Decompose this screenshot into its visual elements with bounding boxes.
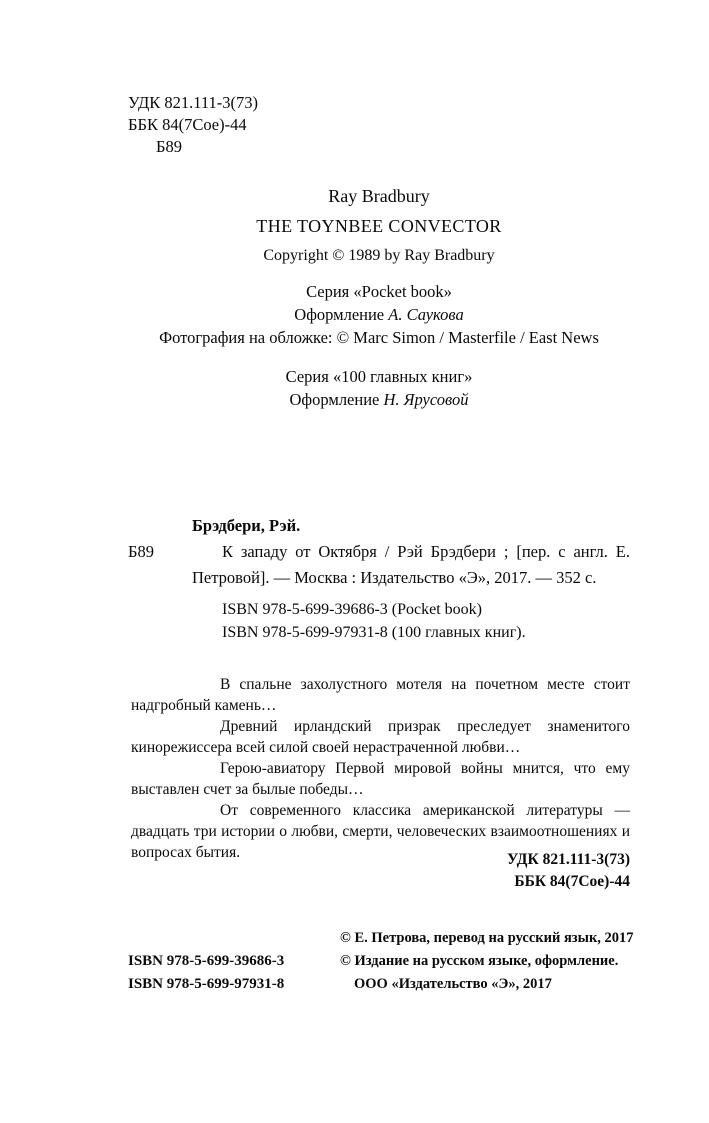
bbk-code-top: ББК 84(7Сое)-44 [128,115,247,134]
isbn-100-books: ISBN 978-5-699-97931-8 (100 главных книг). [222,624,526,641]
author-sign-code-top: Б89 [156,137,182,156]
bbk-code-right: ББК 84(7Сое)-44 [514,873,630,890]
classification-codes-right [128,849,630,893]
copyright-edition: © Издание на русском языке, оформление. [340,953,619,969]
catalog-description: К западу от Октября / Рэй Брэдбери ; [пер. с англ. Е. Петровой]. — Москва : Издательство «Э», 2017. — 352 с. [192,542,630,587]
design-label: Оформление [289,390,384,409]
isbn-pocket-book: ISBN 978-5-699-39686-3 (Pocket book) [222,601,482,618]
isbn-block [222,598,630,644]
designer-name: Н. Ярусовой [383,390,469,409]
annotation-paragraph: От современного классика американской литературы — двадцать три истории о любви, смерти, человеческих взаимоотношениях и вопросах бытия. [131,802,630,861]
original-copyright: Copyright © 1989 by Ray Bradbury [263,247,495,264]
copyright-block [128,927,688,996]
classification-codes-top [128,92,258,158]
annotation-paragraph: Древний ирландский призрак преследует знаменитого кинорежиссера всей силой своей нерастраченной любви… [131,718,630,756]
catalog-author: Брэдбери, Рэй. [192,516,301,535]
series-pocket-book-block [104,280,654,349]
original-author: Ray Bradbury [328,186,430,206]
cover-photo-credit: Фотография на обложке: © Marc Simon / Masterfile / East News [159,328,599,347]
series-pocket-book-name: Серия «Pocket book» [306,282,452,301]
original-title-block [128,182,630,271]
series-100-books-name: Серия «100 главных книг» [285,367,473,386]
original-title: THE TOYNBEE CONVECTOR [256,216,502,236]
copyright-column [340,927,634,996]
catalog-author-sign: Б89 [128,542,154,561]
catalog-body [192,513,630,591]
series-100-books-block [104,365,654,411]
udk-code-right: УДК 821.111-3(73) [507,851,630,868]
isbn-bottom-column [128,927,340,996]
series-pocket-book-design [104,303,654,326]
catalog-card [128,513,630,644]
series-100-books-design [104,388,654,411]
annotation-paragraph: В спальне захолустного мотеля на почетном месте стоит надгробный камень… [131,676,630,714]
copyright-translation: © Е. Петрова, перевод на русский язык, 2017 [340,930,634,946]
isbn-bottom-1: ISBN 978-5-699-39686-3 [128,953,285,969]
annotation-paragraph: Герою-авиатору Первой мировой войны мнится, что ему выставлен счет за былые победы… [131,760,630,798]
isbn-bottom-2: ISBN 978-5-699-97931-8 [128,976,285,992]
designer-name: А. Саукова [388,305,464,324]
publisher-line: ООО «Издательство «Э», 2017 [354,976,552,992]
annotation [131,674,630,863]
udk-code-top: УДК 821.111-3(73) [128,93,259,112]
design-label: Оформление [294,305,389,324]
